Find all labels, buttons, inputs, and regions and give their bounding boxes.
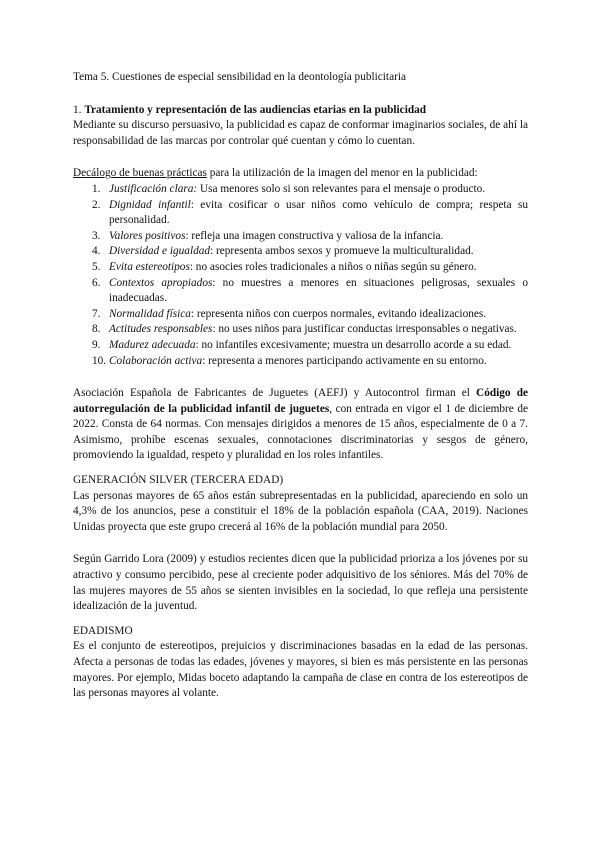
silver-heading: GENERACIÓN SILVER (TERCERA EDAD)	[73, 474, 284, 487]
decalogue-item-text: : evita cosificar o usar niños como vehículo de compra; respeta su personalidad.	[109, 198, 529, 227]
document-body	[73, 70, 528, 702]
decalogue-item-number: 1.	[92, 182, 101, 195]
decalogue-item-number: 9.	[92, 338, 101, 351]
decalogue-item-number: 5.	[92, 260, 101, 273]
aefj-text-after: , con entrada en vigor el 1 de diciembre de 2022. Consta de 64 normas. Con mensajes dirigidos a menores de 15 años, especialmente de 0 a 7. Asimismo, prohíbe escenas sexuales, connotaciones discriminatorias y sesgos de género, promoviendo la igualdad, respeto y pluralidad en los roles infantiles.	[73, 402, 528, 462]
aefj-text-before: Asociación Española de Fabricantes de Juguetes (AEFJ) y Autocontrol firman el	[73, 387, 477, 400]
section-1-title-text: Tratamiento y representación de las audiencias etarias en la publicidad	[84, 103, 427, 116]
aefj-code-name: Código de autorregulación de la publicidad infantil de juguetes	[73, 387, 528, 415]
silver-paragraph-2: Según Garrido Lora (2009) y estudios recientes dicen que la publicidad prioriza a los jóvenes por su atractivo y consumo percibido, pese al creciente poder adquisitivo de los séniores. Más del 70% de las mujeres mayores de 55 años se sienten invisibles en la sociedad, lo que refleja una persistente idealización de la juventud.	[73, 553, 528, 613]
decalogue-item-term: Colaboración activa	[109, 354, 203, 367]
decalogue-item-text: : no muestres a menores en situaciones peligrosas, sexuales o inadecuadas.	[109, 276, 529, 305]
decalogue-title-underlined: Decálogo de buenas prácticas	[73, 167, 207, 180]
decalogue-item-text: : representa niños con cuerpos normales, evitando idealizaciones.	[190, 307, 487, 320]
decalogue-item	[73, 182, 528, 198]
decalogue-item-term: Evita estereotipos	[109, 260, 190, 273]
section-1-number: 1.	[73, 103, 82, 116]
edadismo-heading: EDADISMO	[73, 624, 133, 637]
decalogue-item-number: 2.	[92, 198, 101, 211]
decalogue-item-number: 8.	[92, 323, 101, 336]
decalogue-item	[73, 244, 528, 260]
decalogue-item-text: : no asocies roles tradicionales a niños o niñas según su género.	[189, 260, 477, 273]
decalogue-title	[73, 166, 528, 182]
decalogue-item-number: 7.	[92, 307, 101, 320]
decalogue-item-number: 10.	[92, 354, 107, 367]
decalogue-item-term: Actitudes responsables	[109, 323, 213, 336]
decalogue-list	[73, 182, 528, 369]
decalogue-item	[73, 354, 528, 370]
decalogue-item-text: : no uses niños para justificar conductas irresponsables o negativas.	[212, 323, 517, 336]
decalogue-item	[73, 198, 528, 229]
decalogue-item-term: Contextos apropiados	[109, 276, 213, 289]
decalogue-item	[73, 260, 528, 276]
decalogue-item	[73, 322, 528, 338]
decalogue-item	[73, 229, 528, 245]
section-1-intro: Mediante su discurso persuasivo, la publicidad es capaz de conformar imaginarios sociales, de ahí la responsabilidad de las marcas por controlar qué cuentan y cómo lo cuentan.	[73, 119, 528, 147]
decalogue-item-term: Diversidad e igualdad	[109, 245, 211, 258]
decalogue-item-text: : refleja una imagen constructiva y valiosa de la infancia.	[185, 229, 444, 242]
decalogue-item-text: : representa a menores participando activamente en su entorno.	[202, 354, 487, 367]
edadismo-paragraph: Es el conjunto de estereotipos, prejuicios y discriminaciones basadas en la edad de las personas. Afecta a personas de todas las edades, jóvenes y mayores, si bien es más persistente en las personas mayores. Por ejemplo, Midas boceto adaptando la campaña de clase en contra de los estereotipos de las personas mayores al volante.	[73, 640, 528, 700]
section-1-title	[73, 103, 528, 119]
decalogue-title-rest: para la utilización de la imagen del menor en la publicidad:	[206, 167, 478, 180]
decalogue-item-term: Normalidad física	[109, 307, 191, 320]
decalogue-item-number: 4.	[92, 245, 101, 258]
decalogue-item-number: 6.	[92, 276, 101, 289]
decalogue-item	[73, 307, 528, 323]
decalogue-item-term: Madurez adecuada	[109, 338, 196, 351]
decalogue-item-term: Valores positivos	[109, 229, 186, 242]
decalogue-item	[73, 276, 528, 307]
decalogue-item-term: Dignidad infantil	[109, 198, 191, 211]
decalogue-item	[73, 338, 528, 354]
decalogue-item-text: : representa ambos sexos y promueve la multiculturalidad.	[210, 245, 474, 258]
aefj-paragraph	[73, 386, 528, 464]
page-header: Tema 5. Cuestiones de especial sensibilidad en la deontología publicitaria	[73, 71, 406, 83]
decalogue-item-term: Justificación clara:	[109, 182, 198, 195]
decalogue-item-number: 3.	[92, 229, 101, 242]
silver-paragraph-1: Las personas mayores de 65 años están subrepresentadas en la publicidad, apareciendo en solo un 4,3% de los anuncios, pese a constituir el 18% de la población española (CAA, 2019). Naciones Unidas proyecta que este grupo crecerá al 16% de la población mundial para 2050.	[73, 489, 528, 533]
decalogue-item-text: : no infantiles excesivamente; muestra un desarrollo acorde a su edad.	[195, 338, 512, 351]
decalogue-item-text: Usa menores solo si son relevantes para el mensaje o producto.	[197, 182, 486, 195]
